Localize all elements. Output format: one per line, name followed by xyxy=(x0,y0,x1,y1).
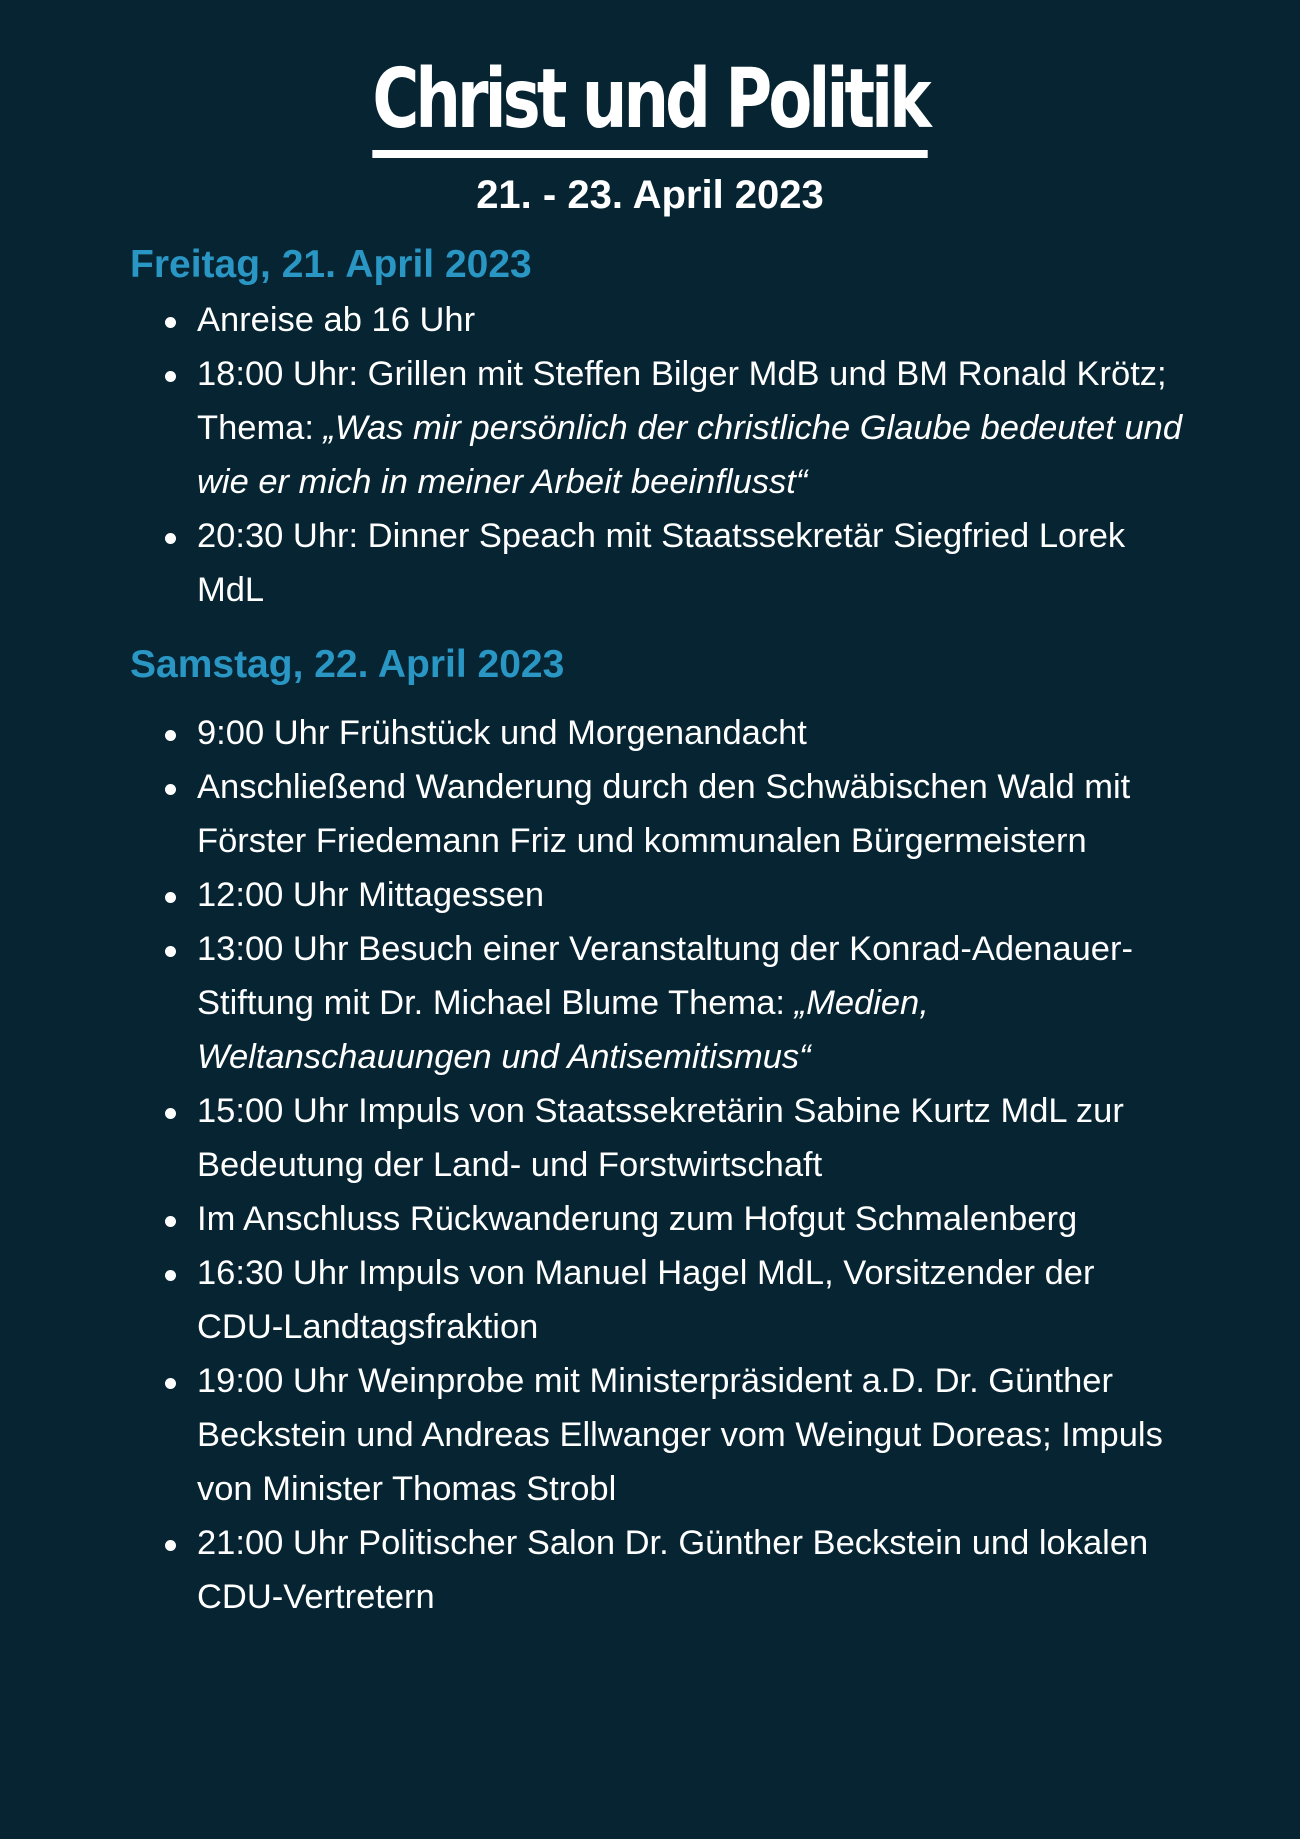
bullet-icon xyxy=(165,1378,176,1389)
list-item-text: 20:30 Uhr: Dinner Speach mit Staatssekretär Siegfried Lorek MdL xyxy=(197,517,1126,609)
friday-list xyxy=(160,293,1190,617)
list-item-text: 13:00 Uhr Besuch einer Veranstaltung der Konrad-Adenauer-Stiftung mit Dr. Michael Blume Thema: xyxy=(197,930,1133,1022)
list-item xyxy=(160,293,1190,347)
page-title: Christ und Politik xyxy=(372,50,927,158)
list-item-quote: „Medien, Weltanschauungen und Antisemitismus“ xyxy=(197,984,929,1076)
list-item xyxy=(160,1084,1190,1192)
title-wrap xyxy=(0,50,1300,158)
saturday-heading: Samstag, 22. April 2023 xyxy=(130,643,565,686)
bullet-icon xyxy=(165,371,176,382)
list-item-text: 9:00 Uhr Frühstück und Morgenandacht xyxy=(197,714,807,752)
list-item-text: Im Anschluss Rückwanderung zum Hofgut Schmalenberg xyxy=(197,1200,1078,1238)
bullet-icon xyxy=(165,1216,176,1227)
bullet-icon xyxy=(165,1540,176,1551)
list-item xyxy=(160,922,1190,1084)
list-item xyxy=(160,347,1190,509)
bullet-icon xyxy=(165,1108,176,1119)
list-item-text: Anreise ab 16 Uhr xyxy=(197,301,476,339)
list-item xyxy=(160,1192,1190,1246)
list-item xyxy=(160,1354,1190,1516)
list-item-text: 19:00 Uhr Weinprobe mit Ministerpräsident a.D. Dr. Günther Beckstein und Andreas Ellwanger vom Weingut Doreas; Impuls von Minister Thomas Strobl xyxy=(197,1362,1163,1508)
list-item-text: Anschließend Wanderung durch den Schwäbischen Wald mit Förster Friedemann Friz und kommunalen Bürgermeistern xyxy=(197,768,1131,860)
list-item-text: 16:30 Uhr Impuls von Manuel Hagel MdL, Vorsitzender der CDU-Landtagsfraktion xyxy=(197,1254,1095,1346)
bullet-icon xyxy=(165,533,176,544)
list-item-text: 21:00 Uhr Politischer Salon Dr. Günther Beckstein und lokalen CDU-Vertretern xyxy=(197,1524,1149,1616)
bullet-icon xyxy=(165,317,176,328)
list-item xyxy=(160,1516,1190,1624)
list-item xyxy=(160,509,1190,617)
bullet-icon xyxy=(165,784,176,795)
list-item-text: 15:00 Uhr Impuls von Staatssekretärin Sabine Kurtz MdL zur Bedeutung der Land- und Forstwirtschaft xyxy=(197,1092,1124,1184)
bullet-icon xyxy=(165,892,176,903)
list-item-text: 12:00 Uhr Mittagessen xyxy=(197,876,545,914)
list-item xyxy=(160,868,1190,922)
list-item-quote: „Was mir persönlich der christliche Glaube bedeutet und wie er mich in meiner Arbeit beeinflusst“ xyxy=(197,409,1183,501)
saturday-list xyxy=(160,706,1190,1624)
list-item xyxy=(160,760,1190,868)
bullet-icon xyxy=(165,730,176,741)
list-item xyxy=(160,706,1190,760)
date-range: 21. - 23. April 2023 xyxy=(476,173,824,217)
bullet-icon xyxy=(165,946,176,957)
list-item-text: 18:00 Uhr: Grillen mit Steffen Bilger MdB und BM Ronald Krötz; Thema: xyxy=(197,355,1167,447)
bullet-icon xyxy=(165,1270,176,1281)
list-item xyxy=(160,1246,1190,1354)
friday-heading: Freitag, 21. April 2023 xyxy=(130,243,532,286)
